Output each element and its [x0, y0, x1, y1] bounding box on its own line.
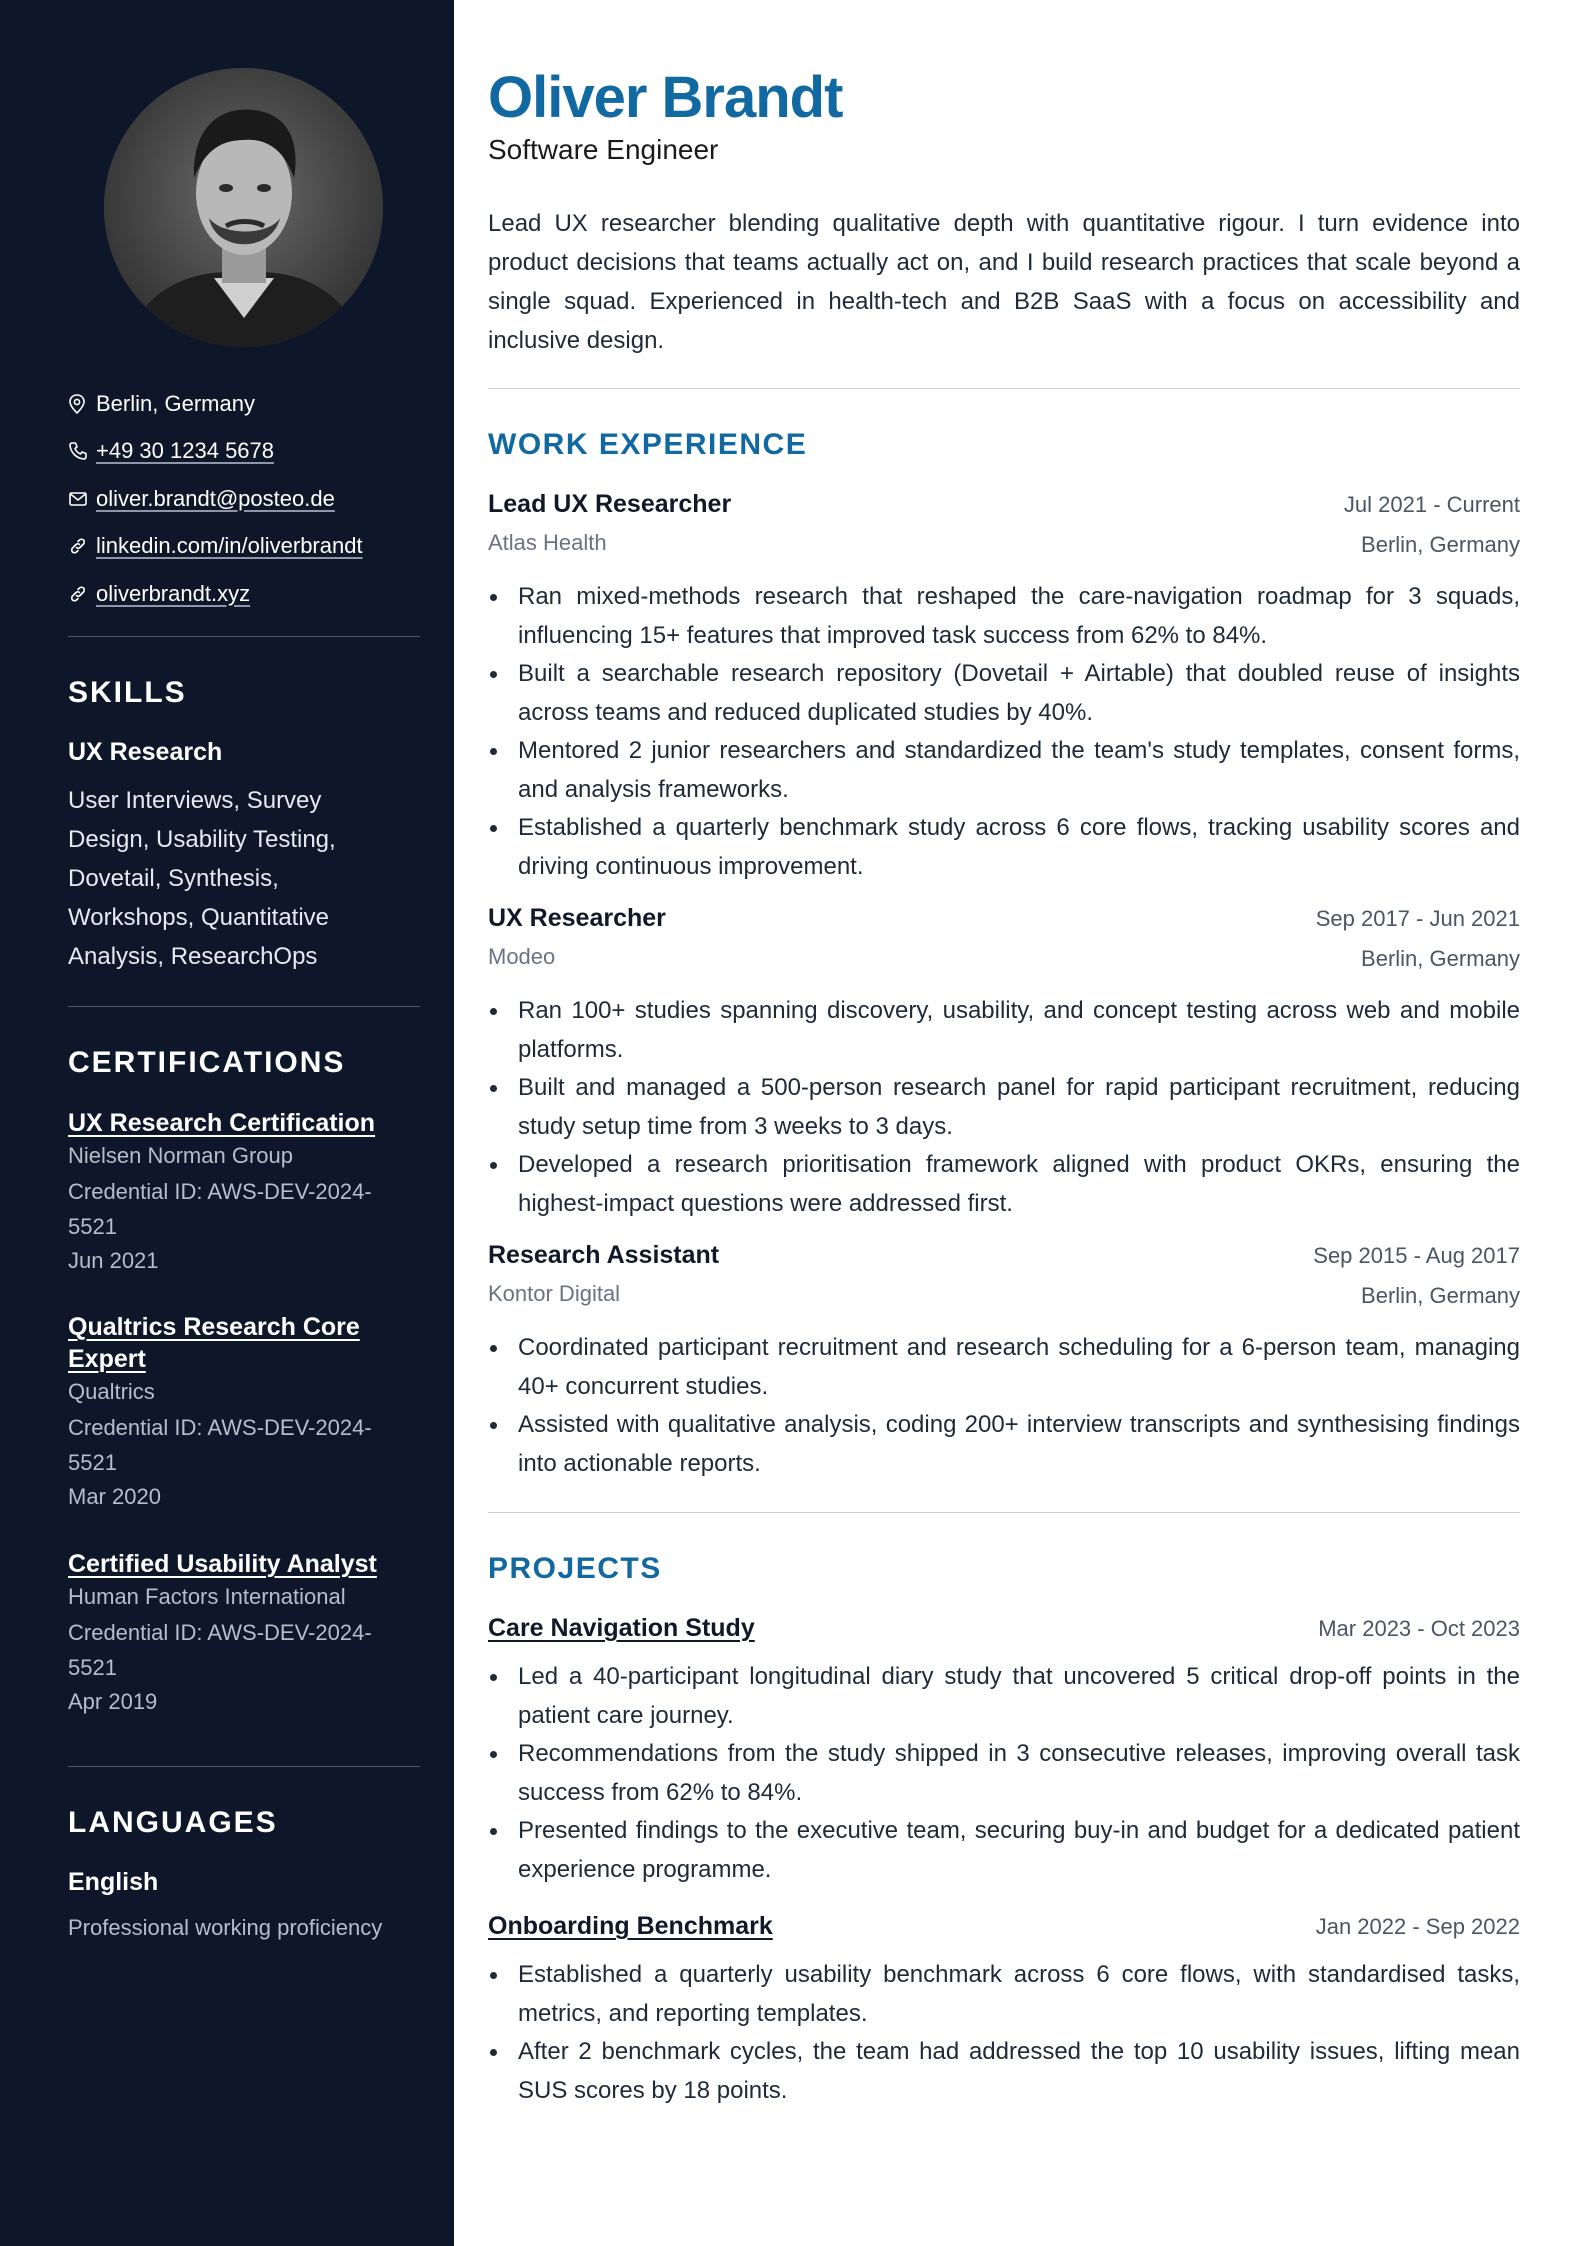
job-date: Jul 2021 - Current [1343, 492, 1520, 517]
job-date: Sep 2017 - Jun 2021 [1315, 906, 1520, 931]
job-company: Kontor Digital [488, 1281, 621, 1306]
experience-heading: WORK EXPERIENCE [488, 428, 808, 461]
project-date: Jan 2022 - Sep 2022 [1315, 1914, 1520, 1939]
list-item: Led a 40-participant longitudinal diary study that uncovered 5 critical drop-off points in the patient care journey. [518, 1658, 1520, 1735]
list-item: Built and managed a 500-person research panel for rapid participant recruitment, reducing study setup time from 3 weeks to 3 days. [518, 1069, 1520, 1146]
profile-photo [104, 68, 383, 347]
certification-name[interactable]: UX Research Certification [68, 1109, 376, 1137]
website-link[interactable]: oliverbrandt.xyz [96, 580, 251, 606]
list-item: Recommendations from the study shipped in 3 consecutive releases, improving overall task success from 62% to 84%. [518, 1735, 1520, 1812]
link-icon [68, 584, 88, 604]
list-item: Assisted with qualitative analysis, coding 200+ interview transcripts and synthesising findings into actionable reports. [518, 1406, 1520, 1483]
sidebar-divider [68, 1766, 420, 1767]
location-pin-icon [68, 394, 88, 414]
skills-list: User Interviews, Survey Design, Usability Testing, Dovetail, Synthesis, Workshops, Quantitative Analysis, ResearchOps [68, 787, 336, 970]
project-entry [488, 1912, 1520, 2110]
list-item: Built a searchable research repository (Dovetail + Airtable) that doubled reuse of insights across teams and reduced duplicated studies by 40%. [518, 655, 1520, 732]
contact-list [68, 380, 420, 618]
sidebar-divider [68, 636, 420, 637]
contact-phone[interactable] [68, 428, 420, 476]
job-date: Sep 2015 - Aug 2017 [1313, 1243, 1520, 1268]
section-divider [488, 388, 1520, 389]
profile-summary: Lead UX researcher blending qualitative depth with quantitative rigour. I turn evidence into product decisions that teams actually act on, and I build research practices that scale beyond a single squad. Experienced in health-tech and B2B SaaS with a focus on accessibility and inclusive design. [488, 210, 1520, 354]
certification-date: Jun 2021 [68, 1247, 159, 1273]
phone-icon [68, 441, 88, 461]
contact-linkedin[interactable] [68, 523, 420, 571]
sidebar-divider [68, 1006, 420, 1007]
mail-icon [68, 489, 88, 509]
project-title[interactable]: Onboarding Benchmark [488, 1912, 773, 1940]
certification-item [68, 1107, 420, 1278]
phone-link[interactable]: +49 30 1234 5678 [96, 438, 275, 464]
certification-credential: Credential ID: AWS-DEV-2024-5521 [68, 1414, 372, 1475]
project-bullets [488, 1956, 1520, 2110]
language-name: English [68, 1868, 159, 1896]
certification-credential: Credential ID: AWS-DEV-2024-5521 [68, 1178, 372, 1239]
job-location: Berlin, Germany [1361, 532, 1520, 557]
list-item: Presented findings to the executive team, securing buy-in and budget for a dedicated patient experience programme. [518, 1812, 1520, 1889]
contact-location [68, 380, 420, 428]
job-bullets [488, 1329, 1520, 1483]
certifications-heading: CERTIFICATIONS [68, 1046, 346, 1079]
list-item: Ran 100+ studies spanning discovery, usability, and concept testing across web and mobile platforms. [518, 992, 1520, 1069]
candidate-name: Oliver Brandt [488, 65, 843, 130]
certification-credential: Credential ID: AWS-DEV-2024-5521 [68, 1619, 372, 1680]
portrait-photo-icon [104, 68, 383, 347]
link-icon [68, 536, 88, 556]
linkedin-link[interactable]: linkedin.com/in/oliverbrandt [96, 533, 363, 559]
skills-category: UX Research [68, 738, 223, 766]
job-title: Research Assistant [488, 1241, 720, 1269]
job-bullets [488, 992, 1520, 1223]
list-item: Established a quarterly benchmark study across 6 core flows, tracking usability scores and driving continuous improvement. [518, 809, 1520, 886]
certification-name[interactable]: Certified Usability Analyst [68, 1550, 377, 1578]
project-bullets [488, 1658, 1520, 1889]
projects-heading: PROJECTS [488, 1552, 662, 1585]
list-item: Developed a research prioritisation framework aligned with product OKRs, ensuring the highest-impact questions were addressed first. [518, 1146, 1520, 1223]
contact-email[interactable] [68, 475, 420, 523]
certification-item [68, 1548, 420, 1719]
job-entry [488, 904, 1520, 1223]
certification-date: Apr 2019 [68, 1688, 158, 1714]
candidate-role: Software Engineer [488, 134, 719, 165]
certification-issuer: Nielsen Norman Group [68, 1143, 293, 1168]
list-item: Mentored 2 junior researchers and standardized the team's study templates, consent forms, and analysis frameworks. [518, 732, 1520, 809]
certification-date: Mar 2020 [68, 1483, 161, 1509]
certification-issuer: Human Factors International [68, 1584, 346, 1609]
job-company: Modeo [488, 944, 556, 969]
certification-item [68, 1311, 420, 1514]
language-level: Professional working proficiency [68, 1915, 383, 1940]
job-bullets [488, 578, 1520, 886]
job-location: Berlin, Germany [1361, 946, 1520, 971]
project-entry [488, 1614, 1520, 1889]
job-title: Lead UX Researcher [488, 490, 732, 518]
job-entry [488, 1241, 1520, 1483]
contact-website[interactable] [68, 570, 420, 618]
certification-issuer: Qualtrics [68, 1379, 155, 1404]
job-entry [488, 490, 1520, 886]
project-date: Mar 2023 - Oct 2023 [1318, 1616, 1520, 1641]
languages-heading: LANGUAGES [68, 1806, 278, 1839]
list-item: After 2 benchmark cycles, the team had addressed the top 10 usability issues, lifting mean SUS scores by 18 points. [518, 2033, 1520, 2110]
job-title: UX Researcher [488, 904, 666, 932]
list-item: Ran mixed-methods research that reshaped the care-navigation roadmap for 3 squads, influencing 15+ features that improved task success from 62% to 84%. [518, 578, 1520, 655]
job-company: Atlas Health [488, 530, 607, 555]
project-title[interactable]: Care Navigation Study [488, 1614, 755, 1642]
job-location: Berlin, Germany [1361, 1283, 1520, 1308]
list-item: Coordinated participant recruitment and research scheduling for a 6-person team, managing 40+ concurrent studies. [518, 1329, 1520, 1406]
list-item: Established a quarterly usability benchmark across 6 core flows, with standardised tasks, metrics, and reporting templates. [518, 1956, 1520, 2033]
location-text: Berlin, Germany [96, 390, 255, 416]
email-link[interactable]: oliver.brandt@posteo.de [96, 485, 335, 511]
skills-heading: SKILLS [68, 676, 187, 709]
section-divider [488, 1512, 1520, 1513]
certification-name[interactable]: Qualtrics Research Core Expert [68, 1313, 360, 1373]
